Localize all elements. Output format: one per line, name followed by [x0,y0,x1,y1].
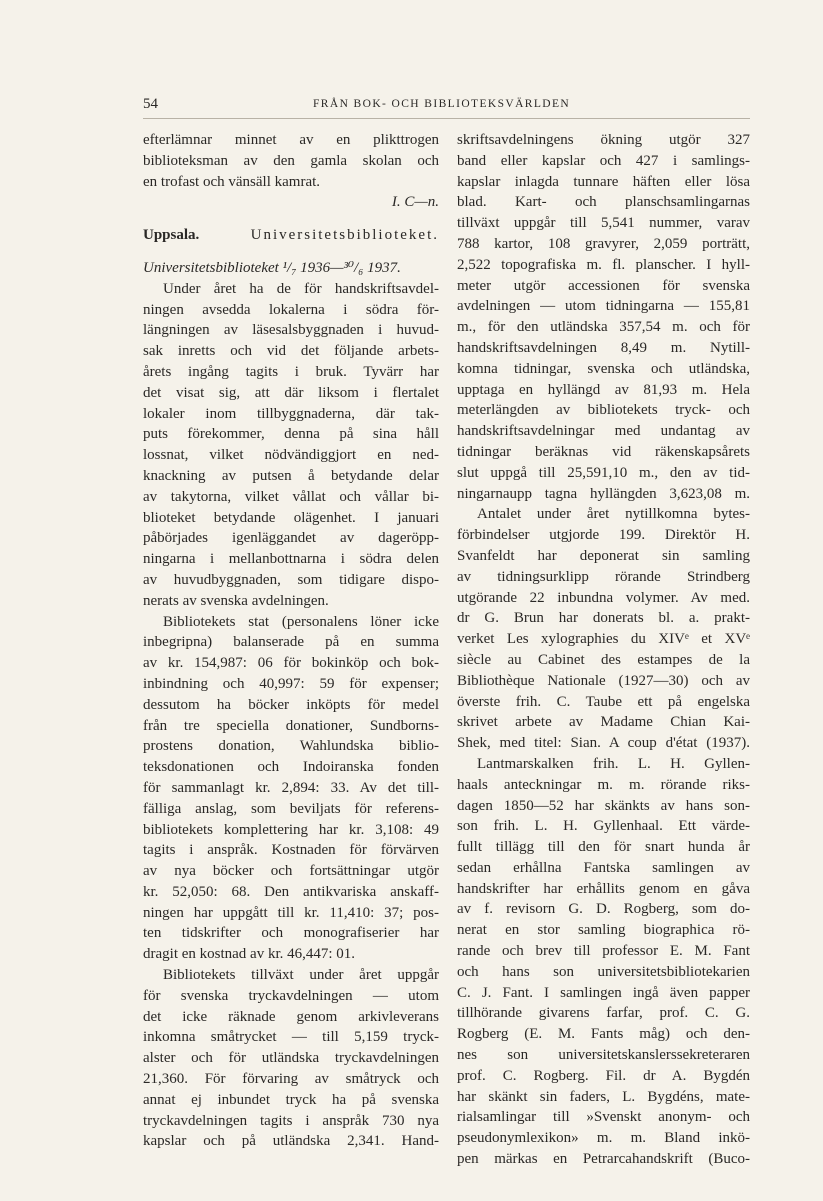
text-line: handskriftsavdelningen 8,49 m. Nytill- [457,339,750,356]
text-line: slut uppgå till 25,591,10 m., den av tid- [457,464,750,481]
text-line: meter utgör accessionen för svenska [457,277,750,294]
text-line: har skänkt sin faders, L. Bygdéns, mate- [457,1088,750,1105]
text-line: haals anteckningar m. m. rörande riks- [457,776,750,793]
text-line: band eller kapslar och 427 i samlings- [457,152,750,169]
text-line: prostens donation, Wahlundska biblio- [143,738,439,755]
text-line: sedan erhållna Fantska samlingen av [457,859,750,876]
text-line: nes son universitetskanslerssekreteraren [457,1047,750,1064]
running-header [143,96,750,119]
text-line: handskriftsavdelningar med undantag av [457,423,750,440]
text-line: tagits i anspråk. Kostnaden för förvärven [143,842,439,859]
text-line: överste frih. C. Taube ett på engelska [457,693,750,710]
text-line: tryckavdelningen tagits i anspråk 730 nya [143,1112,439,1129]
running-title: FRÅN BOK- OCH BIBLIOTEKSVÄRLDEN [313,98,571,110]
text-line: siècle au Cabinet des estampes de la [457,651,750,668]
text-line: av f. revisorn G. D. Rogberg, som do- [457,901,750,918]
text-line: avdelningen — utom tidningarna — 155,81 [457,298,750,315]
left-text-column [143,130,439,1152]
right-text-column [457,130,750,1170]
text-line: dragit en kostnad av kr. 46,447: 01. [143,946,356,963]
text-line: inbindning och 40,997: 59 för expenser; [143,675,439,692]
text-line: Antalet under året nytillkomna bytes- [477,506,750,523]
text-line: 2,522 topografiska m. fl. planscher. I hyll- [457,256,750,273]
text-line: 21,360. För förvaring av småtryck och [143,1071,439,1088]
text-line: tillhörande givarens farfar, prof. C. G. [457,1005,750,1022]
text-line: knackning av putsen å betydande delar [143,467,439,484]
text-line: dagen 1850—52 har skänkts av hans son- [457,797,750,814]
text-line: det icke räknade genom arkivleverans [143,1008,439,1025]
text-line: Bibliotekets tillväxt under året uppgår [163,967,439,984]
text-line: biblioteksman av den gamla skolan och [143,152,439,169]
text-line: ningen avsedda lokalerna i södra för- [143,301,439,318]
text-line: verket Les xylographies du XIVᵉ et XVᵉ [457,631,750,648]
text-line: pen märkas en Petrarcahandskrift (Buco- [457,1151,750,1168]
text-line: ningarna i mellanbottnarna i södra delen [143,551,439,568]
text-line: komna tidningar, svenska och utländska, [457,360,750,377]
text-line: sak inretts och vid det följande arbets- [143,343,439,360]
text-line: rande och brev till professor E. M. Fant [457,943,750,960]
text-line: Universitetsbiblioteket ¹/₇ 1936—³⁰/₆ 1937. [143,259,401,276]
text-line: Under året ha de för handskriftsavdel- [163,280,439,297]
text-line: efterlämnar minnet av en plikttrogen [143,132,439,148]
text-line: puts förekommer, denna på sina håll [143,426,439,443]
text-line: för svenska tryckavdelningen — utom [143,987,439,1004]
text-line: fälliga anslag, som beviljats för referens- [143,800,439,817]
text-line: en trofast och vänsäll kamrat. [143,173,321,190]
text-line: lossnat, vilket nödvändiggjort en ned- [143,447,439,464]
text-line: prof. C. Rogberg. Fil. dr A. Bygdén [457,1067,750,1084]
text-line: Shek, med titel: Sian. A coup d'état (1937). [457,735,750,752]
text-line: meterlängden av bibliotekets tryck- och [457,402,750,419]
text-line: fullt tillägg till den för snart hunda år [457,839,750,856]
text-line: tillväxt uppgår till 5,541 nummer, varav [457,215,750,232]
text-line: handskrifter har erhållits genom en gåva [457,880,750,897]
text-line: pseudonymlexikon» m. m. Bland inkö- [457,1130,750,1147]
text-line: förbindelser utgjorde 199. Direktör H. [457,527,750,544]
text-line: 788 kartor, 108 gravyrer, 2,059 porträtt, [457,235,750,252]
text-line: rialsamlingar till »Svenskt anonym- och [457,1109,750,1126]
text-line: från tre speciella donationer, Sundborns- [143,717,439,734]
text-line: utgörande 22 inbundna volymer. Av med. [457,589,750,606]
page-number: 54 [143,96,158,112]
text-line: Rogberg (E. M. Fants måg) och den- [457,1026,750,1043]
text-line: blioteket betydande olägenhet. I januari [143,509,439,526]
text-line: skrivet arbete av Madame Chian Kai- [457,714,750,731]
text-line: kapslar inlagda tunnare häften eller lösa [457,173,750,190]
text-line: ningen har uppgått till kr. 11,410: 37; pos- [143,904,439,921]
text-line: och hans son universitetsbibliotekarien [457,963,750,980]
text-line: av huvudbyggnaden, som tidigare dispo- [143,571,439,588]
text-line: annat ej inbundet tryck ha på svenska [143,1091,439,1108]
text-line: av nya böcker och fortsättningar utgör [143,863,439,880]
text-line: ningarnaupp tagna hyllängden 3,623,08 m. [457,485,750,502]
text-line: tidningar beräknas vid räkenskapsårets [457,443,750,460]
text-line: påbörjades igenläggandet av dageröpp- [143,530,439,547]
text-line: inbegripna) balanserade på en summa [143,634,439,651]
text-line: blad. Kart- och planschsamlingarnas [457,194,750,211]
text-line: årets ingång tagits i bruk. Tyvärr har [143,363,439,380]
text-line: det visat sig, att där liksom i flertalet [143,384,439,401]
text-line: Bibliothèque Nationale (1927—30) och av [457,672,750,689]
text-line: kapslar och på utländska 2,341. Hand- [143,1133,439,1150]
text-line: nerats av svenska avdelningen. [143,592,329,609]
text-line: upptaga en hyllängd av 81,93 m. Hela [457,381,750,398]
text-line: inkomna småtrycket — till 5,159 tryck- [143,1029,439,1046]
text-line: dr G. Brun har donerats bl. a. prakt- [457,610,750,627]
text-line: kr. 52,050: 68. Den antikvariska anskaff- [143,883,439,900]
text-line: son frih. L. H. Gyllenhaal. Ett värde- [457,818,750,835]
text-line: längningen av läsesalsbyggnaden i huvud- [143,322,439,339]
text-line: C. J. Fant. I samlingen ingå även papper [457,984,750,1001]
text-line: ten tidskrifter och monografiserier har [143,925,439,942]
text-line: av kr. 154,987: 06 för bokinköp och bok- [143,655,439,672]
text-line: av tidningsurklipp rörande Strindberg [457,568,750,585]
text-line: I. C—n. [391,194,439,211]
text-line: m., för den utländska 357,54 m. och för [457,319,750,336]
text-line: alster och för utländska tryckavdelningen [143,1050,439,1067]
text-line: Lantmarskalken frih. L. H. Gyllen- [477,755,750,772]
text-line: teksdonationen och Indoiranska fonden [143,759,439,776]
text-line: bibliotekets komplettering har kr. 3,108: 49 [143,821,439,838]
text-line: Bibliotekets stat (personalens löner icke [163,613,439,630]
text-line: nerat en stor samling biographica rö- [457,922,750,939]
text-line: Svanfeldt har deponerat sin samling [457,547,750,564]
text-line: Uppsala. Universitetsbiblioteket. [143,227,439,244]
text-line: för sammanlagt kr. 2,894: 33. Av det till- [143,779,439,796]
text-line: lokaler inom tillbyggnaderna, där tak- [143,405,439,422]
text-line: skriftsavdelningens ökning utgör 327 [457,132,750,148]
text-line: dessutom ha böcker inköpts för medel [143,696,439,713]
text-line: av takytorna, vilket vållat och vållar bi- [143,488,439,505]
